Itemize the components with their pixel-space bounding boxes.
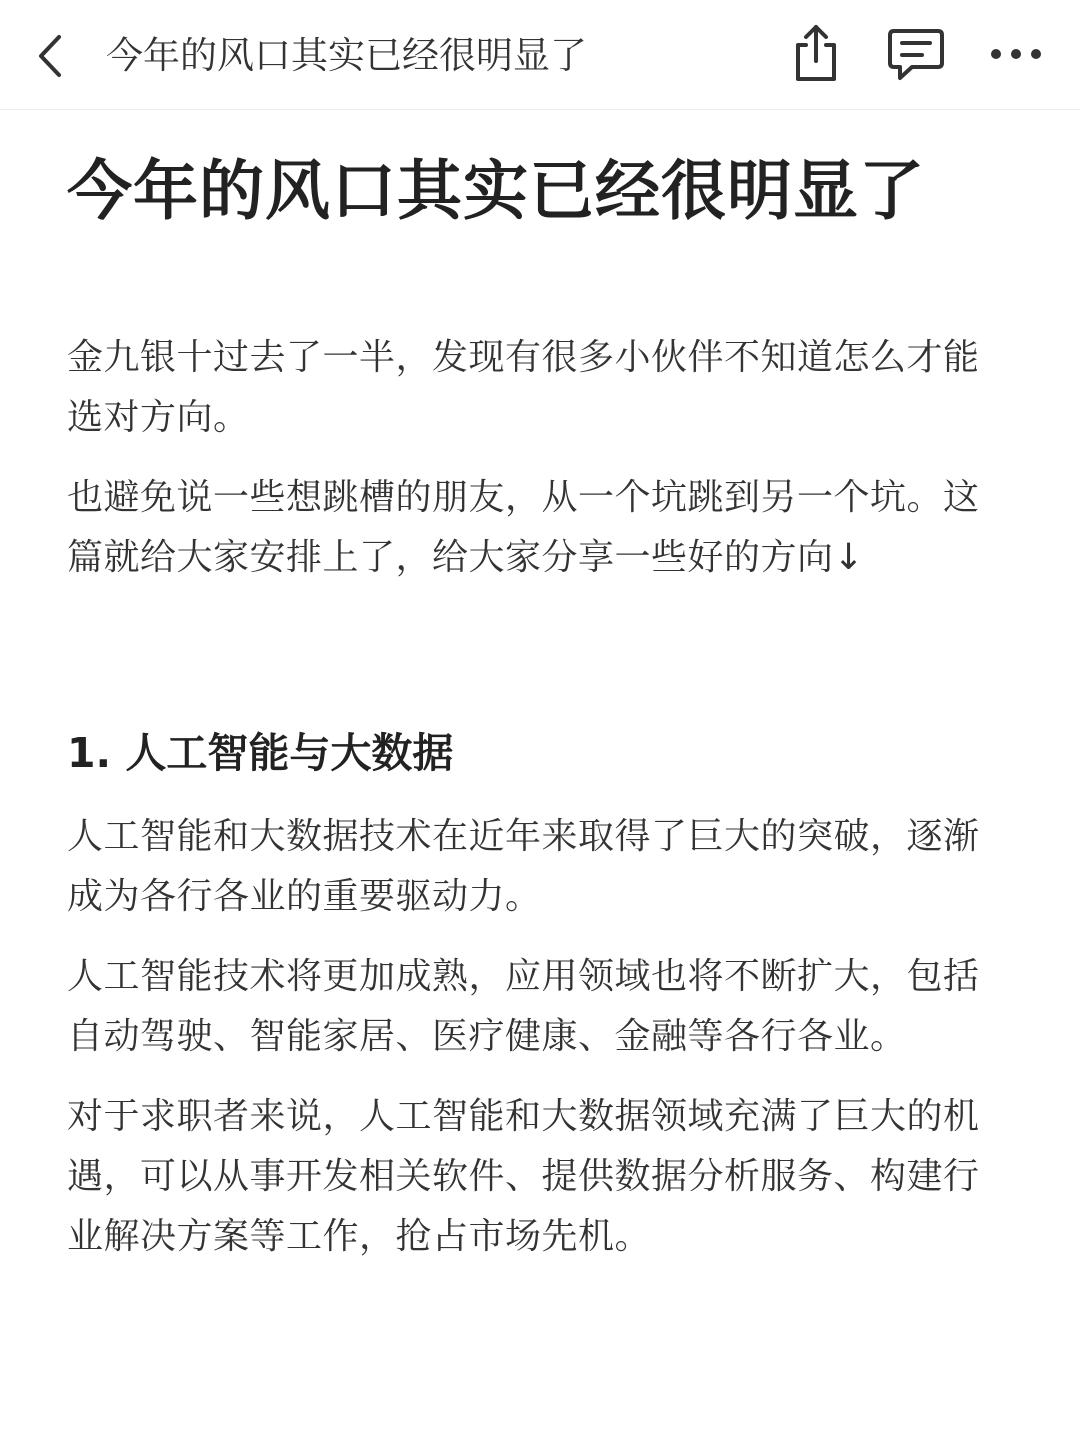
section-paragraph-2: 人工智能技术将更加成熟，应用领域也将不断扩大，包括自动驾驶、智能家居、医疗健康、金融等各行各业。 xyxy=(67,956,980,1057)
intro-paragraph-2: 也避免说一些想跳槽的朋友，从一个坑跳到另一个坑。这篇就给大家安排上了，给大家分享一些好的方向↓ xyxy=(67,477,980,578)
top-navigation-bar xyxy=(0,0,1080,110)
section-paragraph-1: 人工智能和大数据技术在近年来取得了巨大的突破，逐渐成为各行各业的重要驱动力。 xyxy=(67,816,980,917)
more-icon xyxy=(988,47,1044,61)
comment-icon xyxy=(886,25,946,83)
back-button[interactable] xyxy=(28,30,72,82)
share-icon xyxy=(788,23,844,85)
article-title: 今年的风口其实已经很明显了 xyxy=(67,154,926,229)
section-heading: 1. 人工智能与大数据 xyxy=(67,729,454,777)
share-button[interactable] xyxy=(784,22,848,86)
more-button[interactable] xyxy=(984,22,1048,86)
chevron-left-icon xyxy=(35,33,65,79)
intro-paragraph-1: 金九银十过去了一半，发现有很多小伙伴不知道怎么才能选对方向。 xyxy=(67,337,980,438)
section-paragraph-3: 对于求职者来说，人工智能和大数据领域充满了巨大的机遇，可以从事开发相关软件、提供数据分析服务、构建行业解决方案等工作，抢占市场先机。 xyxy=(67,1096,980,1257)
nav-title: 今年的风口其实已经很明显了 xyxy=(106,34,587,77)
comment-button[interactable] xyxy=(884,22,948,86)
